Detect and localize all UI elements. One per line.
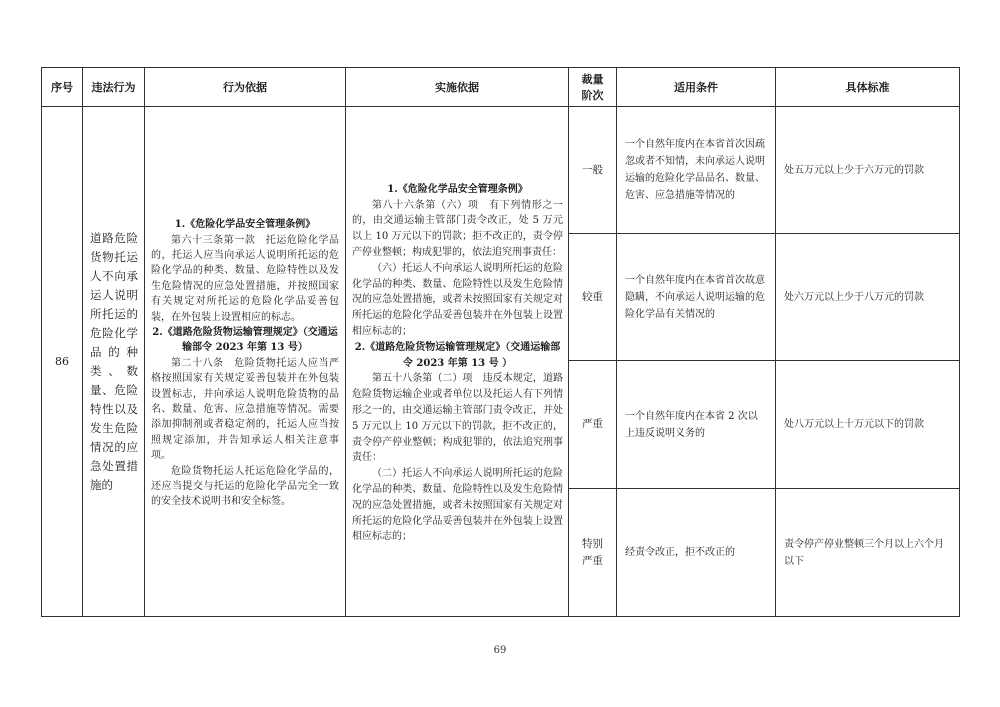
impl-paragraph-4: （二）托运人不向承运人说明所托运的危险化学品的种类、数量、危险特性以及发生危险情况的应急处置措施，或者未按照国家有关规定对所托运的危险化学品妥善包装并在外包装上设置相应标志的； bbox=[352, 468, 563, 543]
impl-paragraph-1: 第八十六条第（六）项 有下列情形之一的，由交通运输主管部门责令改正，处 5 万元以上 10 万元以下的罚款；拒不改正的，责令停产停业整顿；构成犯罪的，依法追究刑事责任： bbox=[352, 199, 563, 259]
table-header-row bbox=[42, 68, 960, 107]
penalty-table bbox=[41, 67, 960, 617]
condition-severe: 一个自然年度内在本省 2 次以上违反说明义务的 bbox=[617, 361, 776, 489]
standard-serious: 处六万元以上少于八万元的罚款 bbox=[776, 234, 960, 361]
basis-paragraph-2: 第二十八条 危险货物托运人应当严格按照国家有关规定妥善包装并在外包装设置标志，并向承运人说明危险货物的品名、数量、危害、应急措施等情况。需要添加抑制剂或者稳定剂的，托运人应当按照规定添加，并告知承运人相关注意事项。 bbox=[151, 357, 339, 462]
level-especially-severe-line1: 特别 bbox=[582, 537, 603, 550]
standard-especially-severe: 责令停产停业整顿三个月以上六个月以下 bbox=[776, 489, 960, 617]
header-level bbox=[569, 68, 617, 107]
behavior-basis bbox=[145, 107, 346, 617]
implementation-basis bbox=[346, 107, 569, 617]
impl-title-1: 1.《危险化学品安全管理条例》 bbox=[387, 183, 528, 195]
basis-paragraph-3: 危险货物托运人托运危险化学品的，还应当提交与托运的危险化学品完全一致的安全技术说明书和安全标签。 bbox=[151, 465, 339, 508]
level-especially-severe-line2: 严重 bbox=[582, 554, 603, 567]
violation-description: 道路危险货物托运人不向承运人说明所托运的危险化学品的种类、数量、危险特性以及发生危险情况的应急处置措施的 bbox=[83, 107, 145, 617]
level-general-label: 一般 bbox=[582, 163, 603, 176]
level-serious bbox=[569, 234, 617, 361]
level-general bbox=[569, 107, 617, 234]
header-standard: 具体标准 bbox=[776, 68, 960, 107]
level-severe bbox=[569, 361, 617, 489]
condition-serious: 一个自然年度内在本省首次故意隐瞒，不向承运人说明运输的危险化学品有关情况的 bbox=[617, 234, 776, 361]
basis-title-1: 1.《危险化学品安全管理条例》 bbox=[174, 219, 316, 231]
header-violation: 违法行为 bbox=[83, 68, 145, 107]
header-level-line2: 阶次 bbox=[581, 89, 604, 102]
table-row bbox=[42, 107, 960, 234]
level-serious-label: 较重 bbox=[582, 290, 603, 303]
level-severe-label: 严重 bbox=[582, 418, 603, 430]
page-number: 69 bbox=[493, 645, 507, 656]
impl-title-2: 2.《道路危险货物运输管理规定》（交通运输部令 2023 年第 13 号 ） bbox=[354, 341, 561, 369]
header-no: 序号 bbox=[42, 68, 83, 107]
level-especially-severe bbox=[569, 489, 617, 617]
row-number: 86 bbox=[42, 107, 83, 617]
impl-paragraph-3: 第五十八条第（二）项 违反本规定，道路危险货物运输企业或者单位以及托运人有下列情形之一的，由交通运输主管部门责令改正，并处 5 万元以上 10 万元以下的罚款，拒不改正的，责令停产停业整顿；构成犯罪的，依法追究刑事责任： bbox=[352, 373, 563, 464]
header-basis: 行为依据 bbox=[145, 68, 346, 107]
basis-paragraph-1: 第六十三条第一款 托运危险化学品的，托运人应当向承运人说明所托运的危险化学品的种类、数量、危险特性以及发生危险情况的应急处置措施，并按照国家有关规定对所托运的危险化学品妥善包装，在外包装上设置相应的标志。 bbox=[151, 234, 339, 323]
standard-general: 处五万元以上少于六万元的罚款 bbox=[776, 107, 960, 234]
impl-paragraph-2: （六）托运人不向承运人说明所托运的危险化学品的种类、数量、危险特性以及发生危险情况的应急处置措施，或者未按照国家有关规定对所托运的危险化学品妥善包装并在外包装上设置相应标志的； bbox=[352, 262, 563, 337]
condition-especially-severe: 经责令改正，拒不改正的 bbox=[617, 489, 776, 617]
header-level-line1: 裁量 bbox=[581, 73, 604, 86]
standard-severe: 处八万元以上十万元以下的罚款 bbox=[776, 361, 960, 489]
condition-general: 一个自然年度内在本省首次因疏忽或者不知情，未向承运人说明运输的危险化学品品名、数量、危害、应急措施等情况的 bbox=[617, 107, 776, 234]
basis-title-2: 2.《道路危险货物运输管理规定》（交通运输部令 2023 年第 13 号） bbox=[152, 326, 338, 354]
header-implementation: 实施依据 bbox=[346, 68, 569, 107]
header-condition: 适用条件 bbox=[617, 68, 776, 107]
